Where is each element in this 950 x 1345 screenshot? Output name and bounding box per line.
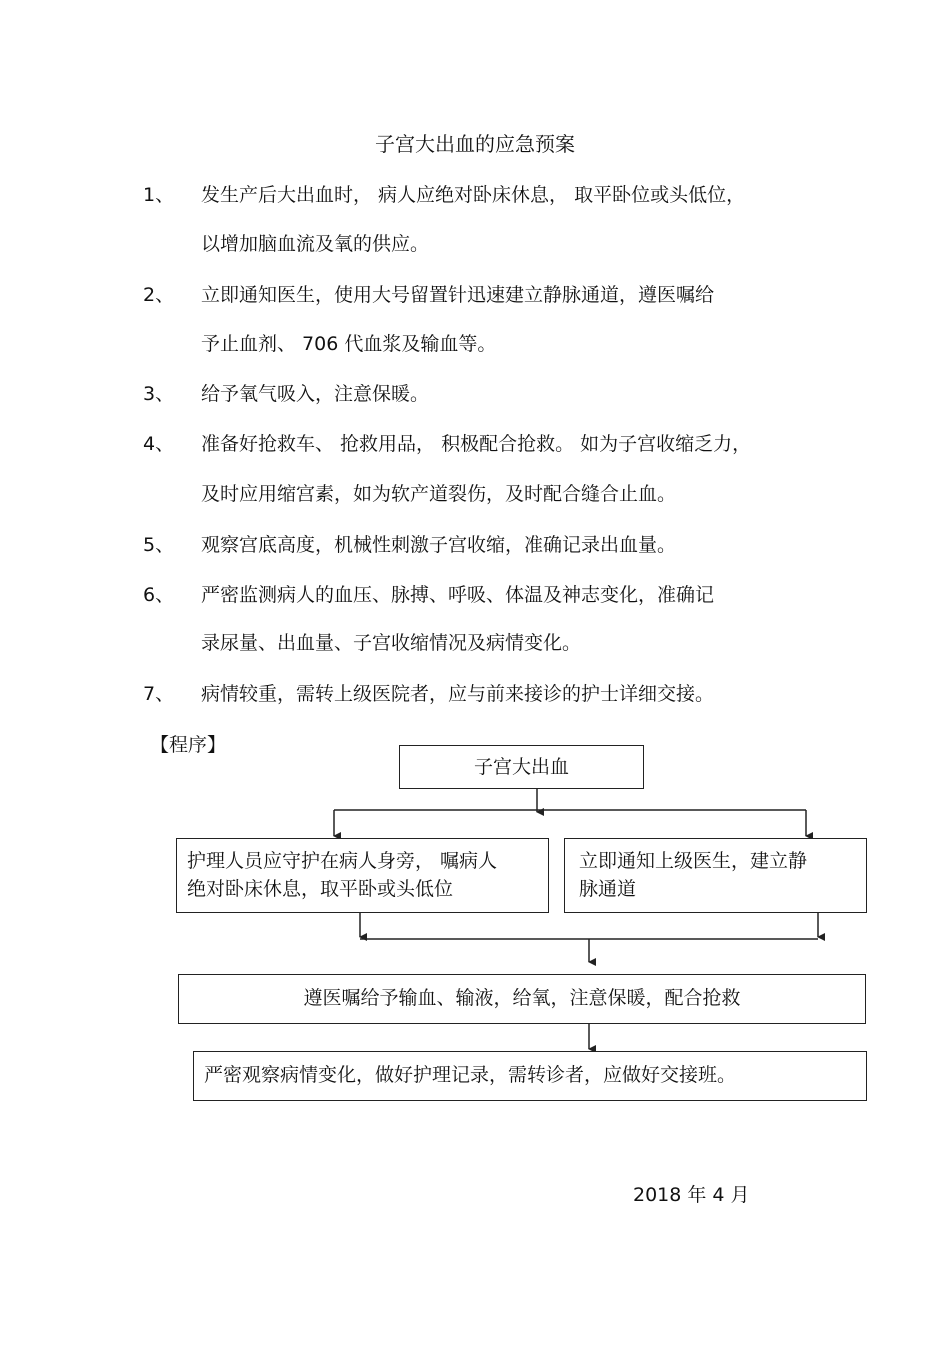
flow-box-bottom: 严密观察病情变化，做好护理记录，需转诊者，应做好交接班。	[193, 1051, 867, 1101]
procedure-label: 【程序】	[150, 734, 227, 756]
item-text: 给予氧气吸入，注意保暖。	[201, 383, 430, 405]
item-number: 1、	[143, 184, 175, 206]
item-text: 立即通知医生，使用大号留置针迅速建立静脉通道，遵医嘱给	[201, 284, 715, 306]
flow-box-right	[564, 838, 867, 913]
item-number: 2、	[143, 284, 175, 306]
page-title: 子宫大出血的应急预案	[375, 132, 575, 156]
item-text: 以增加脑血流及氧的供应。	[201, 233, 430, 255]
item-text: 发生产后大出血时， 病人应绝对卧床休息， 取平卧位或头低位，	[201, 184, 746, 206]
item-text: 严密监测病人的血压、脉搏、呼吸、体温及神志变化，准确记	[201, 584, 715, 606]
item-text: 予止血剂、 706 代血浆及输血等。	[201, 333, 497, 355]
flow-box-top: 子宫大出血	[399, 745, 644, 789]
flow-box-left-line: 绝对卧床休息，取平卧或头低位	[187, 878, 454, 900]
item-text: 观察宫底高度，机械性刺激子宫收缩，准确记录出血量。	[201, 534, 677, 556]
item-text: 病情较重，需转上级医院者，应与前来接诊的护士详细交接。	[201, 683, 715, 705]
item-number: 5、	[143, 534, 175, 556]
flow-box-left-line: 护理人员应守护在病人身旁， 嘱病人	[187, 850, 498, 872]
item-text: 录尿量、出血量、子宫收缩情况及病情变化。	[201, 632, 582, 654]
item-number: 7、	[143, 683, 175, 705]
item-text: 准备好抢救车、 抢救用品， 积极配合抢救。 如为子宫收缩乏力，	[201, 433, 752, 455]
flow-box-middle: 遵医嘱给予输血、输液，给氧，注意保暖，配合抢救	[178, 974, 866, 1024]
item-text: 及时应用缩宫素，如为软产道裂伤，及时配合缝合止血。	[201, 483, 677, 505]
item-number: 3、	[143, 383, 175, 405]
flow-box-right-line: 脉通道	[579, 878, 637, 900]
flow-box-right-line: 立即通知上级医生，建立静	[579, 850, 808, 872]
item-number: 6、	[143, 584, 175, 606]
document-date: 2018 年 4 月	[633, 1184, 750, 1206]
item-number: 4、	[143, 433, 175, 455]
flow-box-left	[176, 838, 549, 913]
